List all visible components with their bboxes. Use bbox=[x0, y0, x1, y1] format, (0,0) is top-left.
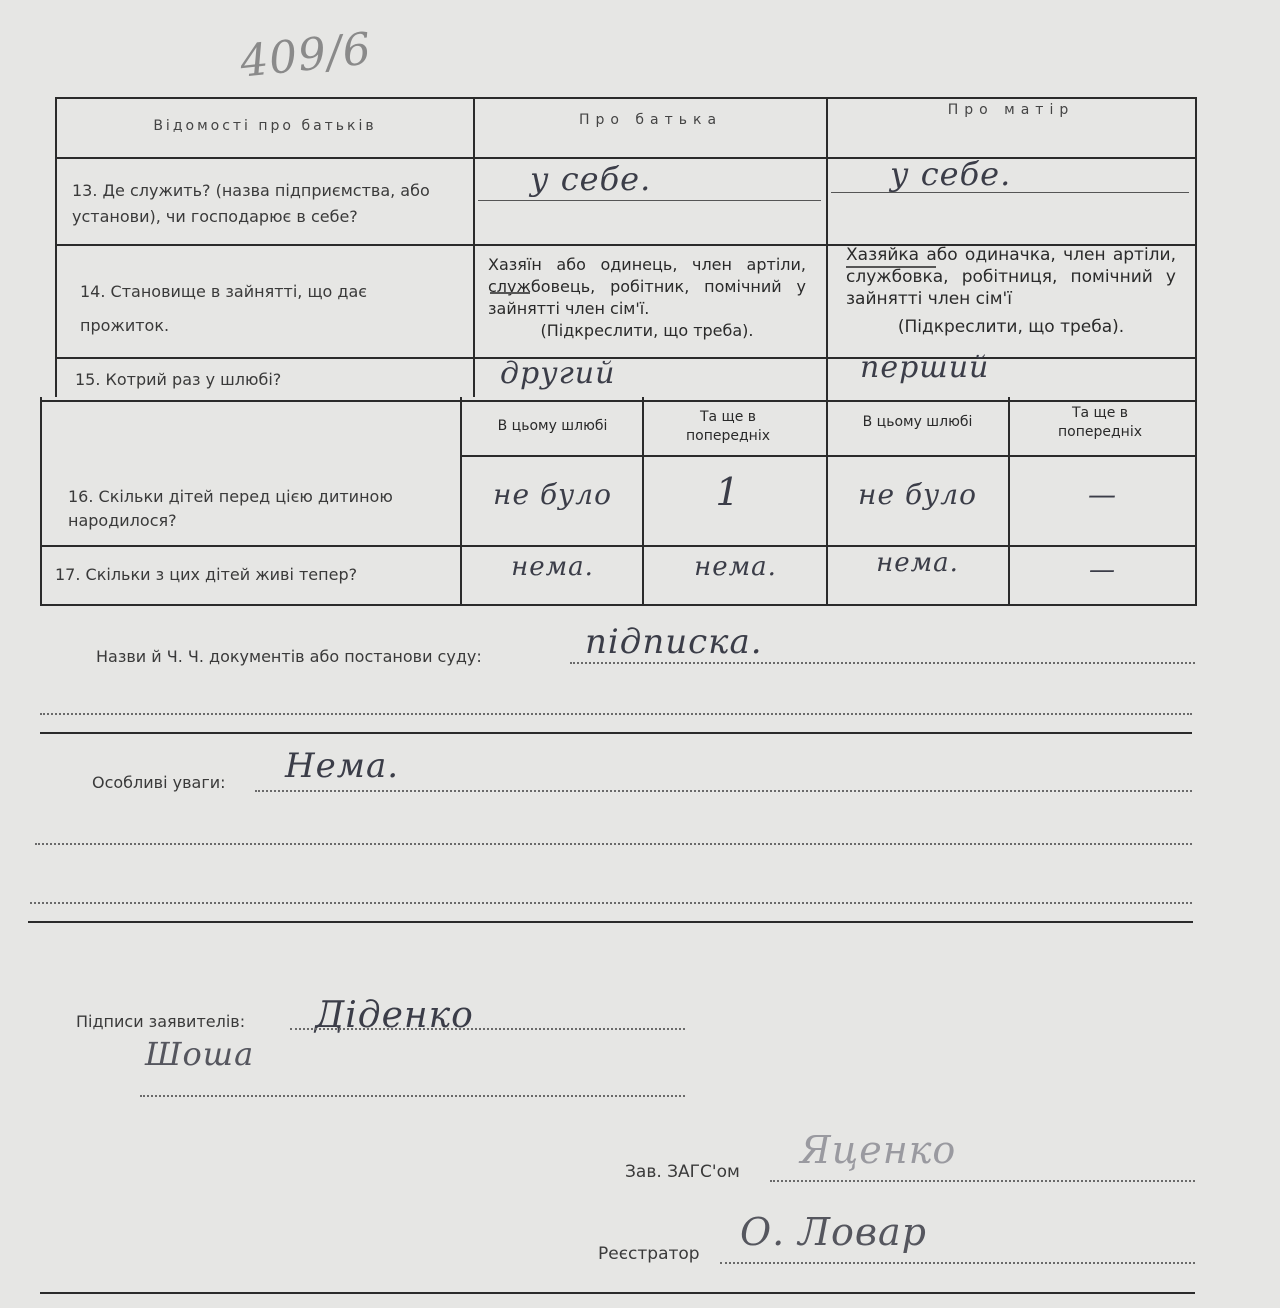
row13-mother-value: у себе. bbox=[890, 155, 1012, 193]
row16-father-prev: 1 bbox=[715, 470, 741, 514]
notes-value: Нема. bbox=[285, 746, 400, 786]
row15-mother-value: перший bbox=[860, 350, 990, 385]
row17-father-prev: нема. bbox=[694, 552, 777, 582]
registrar-signature: О. Ловар bbox=[740, 1210, 927, 1254]
row14-label: 14. Становище в зайнятті, що дає прожиток. bbox=[80, 282, 368, 335]
header-col-mother: Про матір bbox=[947, 102, 1075, 118]
subheader-mother-prev: Та ще в попередніх bbox=[1058, 405, 1142, 440]
row14-mother-note: (Підкреслити, що треба). bbox=[897, 317, 1125, 337]
row17-label: 17. Скільки з цих дітей живі тепер? bbox=[55, 565, 358, 584]
row14-mother-options: Хазяйка або одиначка, член артіли, службовка, робітниця, помічний у зайнятті член сім'ї bbox=[846, 245, 1176, 309]
row13-father-value: у себе. bbox=[530, 160, 652, 198]
row16-label: 16. Скільки дітей перед цією дитиною народилося? bbox=[68, 487, 393, 530]
documents-label: Назви й Ч. Ч. документів або постанови суду: bbox=[96, 647, 482, 666]
row16-mother-this: не було bbox=[858, 478, 977, 511]
subheader-father-prev: Та ще в попередніх bbox=[686, 409, 770, 444]
row14-mother-underline bbox=[846, 266, 936, 268]
row17-mother-this: нема. bbox=[876, 548, 959, 578]
header-col-info: Відомості про батьків bbox=[153, 118, 377, 134]
signatures-label: Підписи заявителів: bbox=[76, 1012, 246, 1031]
row14-father-underline bbox=[490, 292, 530, 294]
notes-label: Особливі уваги: bbox=[92, 773, 226, 792]
row15-father-value: другий bbox=[500, 356, 616, 391]
row16-mother-prev: — bbox=[1088, 478, 1117, 511]
documents-value: підписка. bbox=[585, 622, 763, 662]
row14-father-options: Хазяїн або одинець, член артіли, службовець, робітник, помічний у зайнятті член сім'ї. bbox=[488, 255, 806, 318]
header-col-father: Про батька bbox=[578, 112, 723, 128]
registrar-label: Реєстратор bbox=[598, 1244, 700, 1264]
row14-father-note: (Підкреслити, що треба). bbox=[540, 321, 754, 340]
signature-applicant-1: Діденко bbox=[315, 995, 474, 1036]
row17-mother-prev: — bbox=[1089, 555, 1116, 585]
signature-applicant-2: Шоша bbox=[145, 1035, 255, 1073]
row17-father-this: нема. bbox=[511, 552, 594, 582]
page-number: 409/6 bbox=[237, 23, 375, 88]
subheader-father-this: В цьому шлюбі bbox=[497, 418, 608, 434]
row13-label: 13. Де служить? (назва підприємства, або установи), чи господарює в себе? bbox=[72, 181, 430, 226]
zags-head-signature: Яценко bbox=[800, 1128, 957, 1172]
zags-head-label: Зав. ЗАГС'ом bbox=[625, 1162, 740, 1182]
row16-father-this: не було bbox=[493, 478, 612, 511]
row15-label: 15. Котрий раз у шлюбі? bbox=[75, 370, 282, 389]
subheader-mother-this: В цьому шлюбі bbox=[862, 414, 973, 430]
